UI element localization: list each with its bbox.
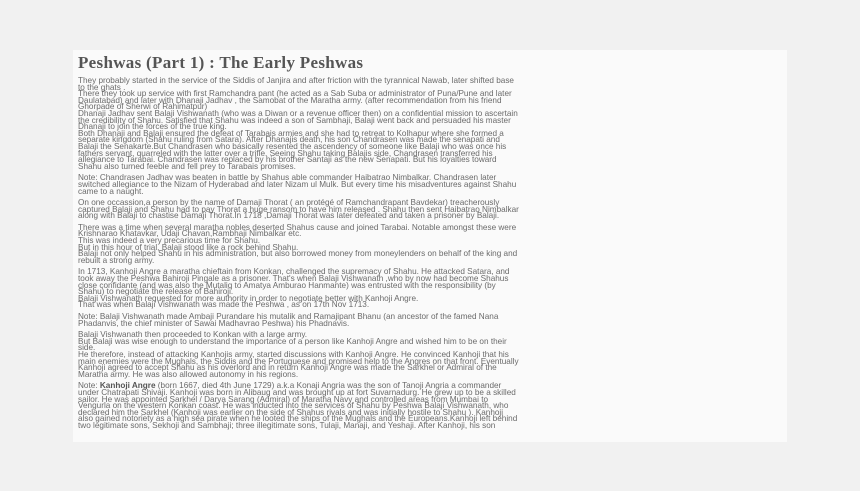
text-line: to the ghats . [78, 82, 126, 92]
page-title: Peshwas (Part 1) : The Early Peshwas [78, 53, 364, 72]
text-line: Shahu also turned feeble and fell prey to Tarabais promises. [78, 161, 296, 171]
text-line: declared him the Sarkhel (Kanhoji was earlier on the side of Shahus rivals and was initially hostile to Shahu ). Kanhoji [78, 407, 504, 417]
kanhoji-angre-name: Kanhoji Angre [99, 381, 156, 391]
text-line: Both Dhanaji and Balaji ensured the defeat of Tarabais armies and she had to retreat to Kolhapur where she formed a [78, 128, 504, 138]
text-line: Note: Balaji Vishwanath made Ambaji Purandare his mutalik and Ramajipant Bhanu (an ancestor of the famed Nana [78, 312, 499, 321]
text-line: Dhanaji Jadhav sent Balaji Vishwanath (who was a Diwan or a revenue officer then) on a confidential mission to ascertain [78, 108, 518, 118]
note-first-line-rest: (born 1667, died 4th June 1729) a.k.a Konaji Angria was the son of Tanoji Angria a commander [155, 381, 502, 391]
paragraph [78, 222, 783, 265]
text-line: main enemies were the Mughals, the Siddis and the Portuguese and promised help to the Angres on that front. Eventually [78, 356, 519, 366]
text-line: He therefore, instead of attacking Kanhojis army, started discussions with Kanhoji Angre. He convinced Kanhoji that his [78, 349, 509, 359]
text-line: Balaji Vishwanath requested for more authority in order to negotiate better with Kanhoji Angre. [78, 293, 419, 303]
text-line: Kanhoji agreed to accept Shahu as his overlord and in return Kanhoji Angre was made the Sarkhel or Admiral of the [78, 363, 497, 373]
text-line: rebuilt a strong army. [78, 255, 155, 265]
paragraph [78, 200, 783, 220]
paragraph [78, 332, 783, 378]
text-line: close confidante (and was also the Mutaliq to Amatya Amburao Hanmante) was entrusted with the responsibility (by [78, 280, 496, 290]
text-line: Daulatabad) and later with Dhanaji Jadhav , the Samobat of the Maratha army. (after recommendation from his friend [78, 95, 502, 105]
text-line: On one occassion,a person by the name of Damaji Thorat ( an protégé of Ramchandrapant Bavdekar) treacherously [78, 198, 500, 208]
text-line: There they took up service with first Ramchandra pant (he acted as a Sab Suba or administrator of Puna/Pune and later [78, 89, 512, 99]
text-line: side. [78, 343, 96, 353]
text-line: took away the Peshwa Bahiroji Pingale as a prisoner. That's when Balaji Vishwanath ,who by now had become Shahus [78, 274, 509, 284]
text-line: This was indeed a very precarious time for Shahu. [78, 236, 261, 246]
text-line: fathers servant, quarreled with the latter over a trifle. Seeing Shahu taking Balajis side, Chandrasen transferred his [78, 148, 493, 158]
text-line: Maratha army. He was also allowed autonomy in his regions. [78, 369, 299, 379]
text-line: along with Balaji to chastise Damaji Thorat.In 1718 ,Damaji Thorat was later defeated and taken a prisoner by Balaji. [78, 211, 500, 221]
paragraph [78, 78, 783, 170]
text-line: came to a naught. [78, 186, 144, 196]
text-line: That was when Balaji Vishwanath was made the Peshwa , as on 17th Nov 1713. [78, 300, 370, 310]
text-line: separate kingdom (Shahu ruling from Satara). After Dhanajis death, his son Chandrasen was made the senapati and [78, 135, 500, 145]
text-line: Krishnarao Khatavkar, Udaji Chavan,Rambhaji Nimbalkar etc. [78, 229, 302, 239]
text-line: But in this hour of trial, Balaji stood like a rock behind Shahu. [78, 242, 299, 252]
text-line: allegiance to Tarabai. Chandrasen was replaced by his brother Santaji as the new Senapati. But his loyalties toward [78, 155, 497, 165]
text-line: They probably started in the service of the Siddis of Janjira and after friction with the tyrannical Nawab, later shifted base [78, 76, 514, 85]
text-line: also gained notoriety as a high sea pirate when he looted the ships of the Mughals and the Europeans.Kanhoji left behind [78, 414, 518, 424]
paragraph [78, 269, 783, 309]
text-line: Dhanaji to join the forces of the true king. [78, 122, 227, 132]
text-line: under Chatrapati Shivaji. Kanhoji was born in Alibaug and was brought up at fort Suvarnadurg. He grew up to be a skilled [78, 387, 516, 397]
article-body [73, 72, 787, 430]
text-line: Ghorpade of Sherwi of Rahimatpur) [78, 102, 208, 112]
text-line: But Balaji was wise enough to understand the importance of a person like Kanhoji Angre and wished him to be on their [78, 336, 507, 346]
paragraph [78, 175, 783, 195]
text-line: In 1713, Kanhoji Angre a maratha chieftain from Konkan, challenged the supremacy of Shahu. He attacked Satara, and [78, 267, 510, 277]
text-line: Balaji the Senakarte.But Chandrasen who basically resented the ascendency of someone like Balaji who was once his [78, 141, 507, 151]
kanhoji-note-lines [78, 387, 783, 430]
text-line: There was a time when several maratha nobles deserted Shahus cause and joined Tarabai. Notable amongst these were [78, 222, 517, 232]
document-page [73, 50, 787, 442]
text-line: sailor. He was appointed Sarkhel / Darya Sarang (Admiral) of Maratha Navy and controlled areas from Mumbai to [78, 394, 489, 404]
text-line: Phadanvis, the chief minister of Sawai Madhavrao Peshwa) his Phadnavis. [78, 318, 350, 328]
text-line: Vengurla on the western Konkan coast. He was inducted into the services of Shahu by Peshwa Balaji Vishwanath, who [78, 401, 509, 411]
text-line: Note: Chandrasen Jadhav was beaten in battle by Shahus able commander Haibatrao Nimbalkar. Chandrasen later [78, 173, 497, 183]
paragraph-kanhoji-note [78, 383, 783, 429]
note-prefix: Note: [78, 381, 100, 391]
text-line: Balaji Vishwanath then proceeded to Konkan with a large army. [78, 330, 308, 340]
text-line: Shahu) to negotiate the release of Bahiroji. [78, 287, 234, 297]
paragraph [78, 314, 783, 327]
text-line: the credibility of Shahu. Satisfied that Shahu was indeed a son of Sambhaji, Balaji went back and persuaded his master [78, 115, 511, 125]
text-line: captured Balaji and Shahu had to pay Thorat a huge ransom to have him released . Shahu then sent Haibatrao Nimbalkar [78, 204, 519, 214]
text-line: switched allegiance to the Nizam of Hyderabad and later Nizam ul Mulk. But every time his misadventures against Shahu [78, 179, 517, 189]
text-line: Balaji not only helped Shahu in his administration, but also borrowed money from moneylenders on behalf of the king and [78, 249, 518, 259]
text-line: two legitimate sons, Sekhoji and Sambhaji; three illegitimate sons, Tulaji, Manaji, and Yeshaji. After Kanhoji, his son [78, 420, 496, 430]
